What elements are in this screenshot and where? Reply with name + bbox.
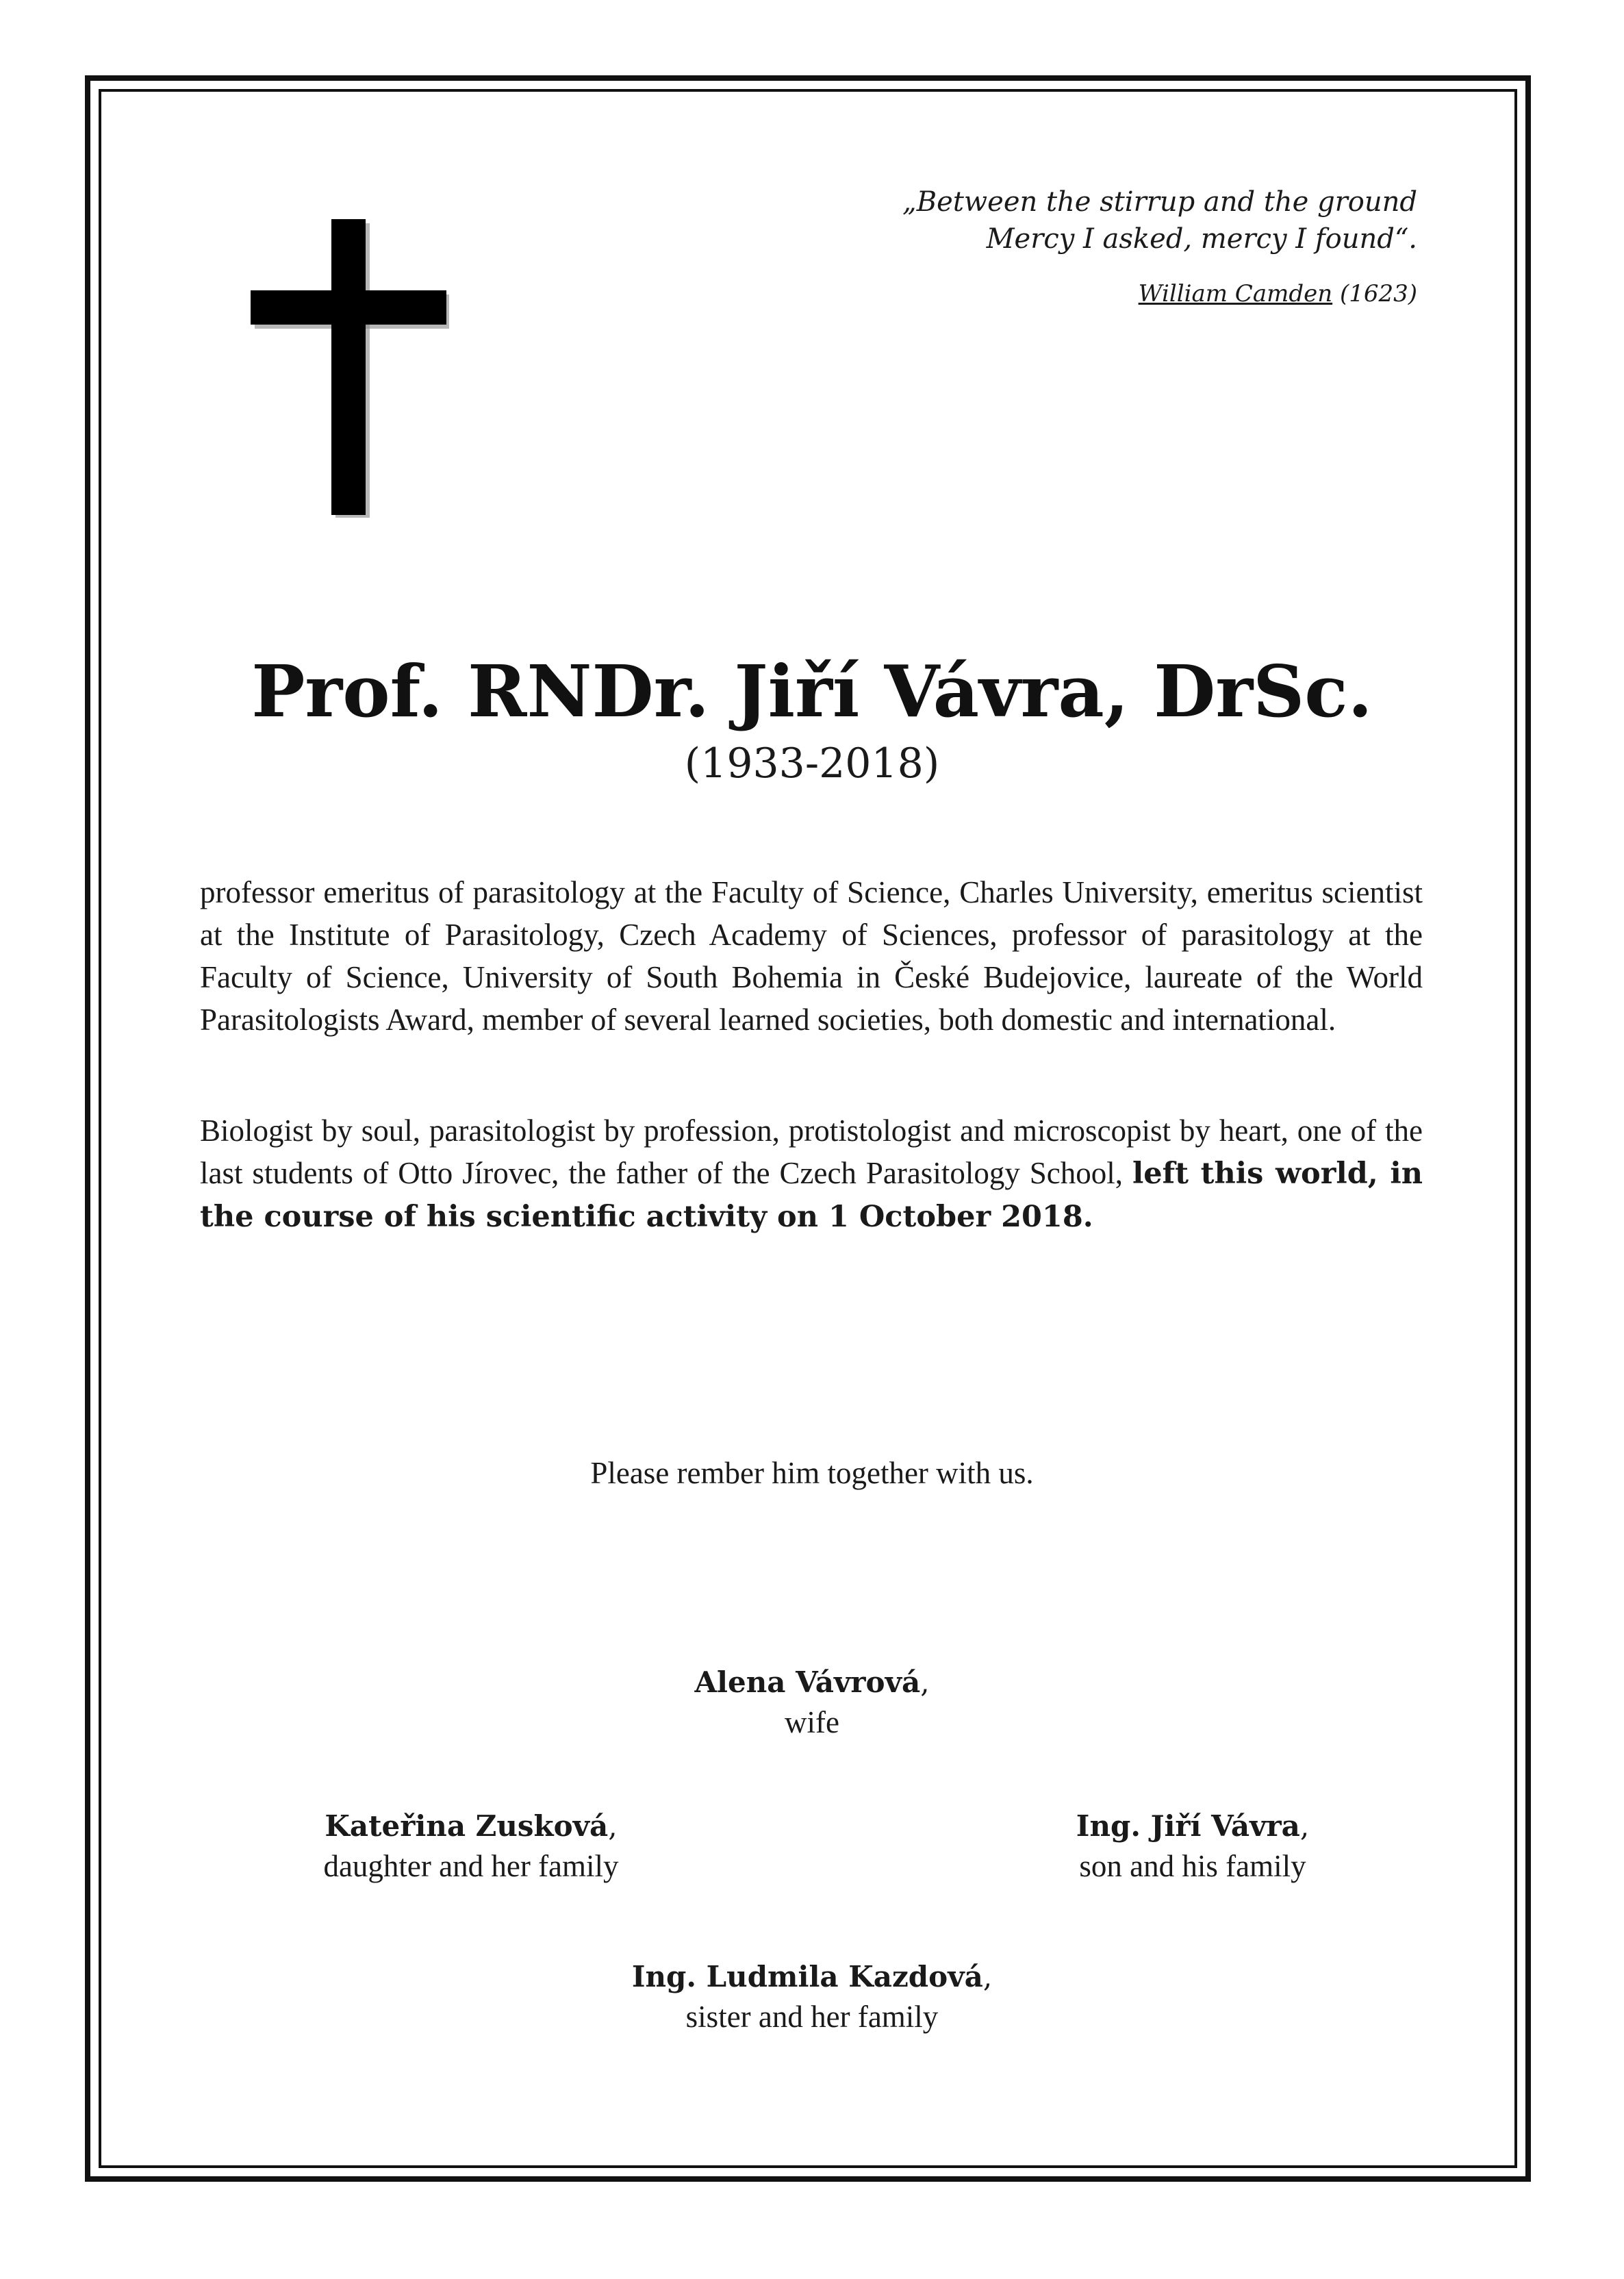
signer-name: Ing. Jiří Vávra	[1076, 1809, 1300, 1843]
cross-icon	[251, 216, 449, 518]
quote-line-1: „Between the stirrup and the ground	[902, 186, 1417, 218]
quote-line-2: Mercy I asked, mercy I found“.	[986, 223, 1417, 255]
signer-relation: son and his family	[1079, 1849, 1306, 1883]
remember-line: Please rember him together with us.	[590, 1456, 1034, 1490]
signer-name: Ing. Ludmila Kazdová	[631, 1960, 983, 1993]
signer-name: Kateřina Zusková	[325, 1809, 609, 1843]
quote-year: (1623)	[1339, 280, 1417, 307]
signer-daughter: Kateřina Zusková, daughter and her family	[211, 1806, 731, 1886]
signer-name: Alena Vávrová	[694, 1665, 921, 1699]
tribute-text: Biologist by soul, parasitologist by profession, protistologist and microscopist by heart, one of the last students of Otto Jírovec, the father of the Czech Parasitology School,	[200, 1113, 1423, 1190]
signer-relation: sister and her family	[685, 2000, 939, 2034]
signer-relation: daughter and her family	[323, 1849, 619, 1883]
biography-paragraph: professor emeritus of parasitology at the Faculty of Science, Charles University, emeritus scientist at the Institute of Parasitology, Czech Academy of Sciences, professor of parasitology at the Faculty of Science, University of South Bohemia in České Budejovice, laureate of the World Parasitologists Award, member of several learned societies, both domestic and international.	[200, 875, 1423, 1037]
epigraph-quote	[664, 184, 1417, 312]
quote-source	[664, 275, 1417, 312]
signer-wife: Alena Vávrová, wife	[552, 1663, 1072, 1742]
deceased-name-title: Prof. RNDr. Jiří Vávra, DrSc.	[251, 649, 1373, 733]
signer-son: Ing. Jiří Vávra, son and his family	[932, 1806, 1453, 1886]
signer-sister: Ing. Ludmila Kazdová, sister and her family	[552, 1957, 1072, 2037]
tribute-bold-text: left this world, in the course of his scientific activity on 1 October 2018.	[200, 1157, 1423, 1234]
signer-relation: wife	[785, 1705, 839, 1739]
quote-author: William Camden	[1138, 280, 1333, 307]
tribute-paragraph	[200, 1109, 1423, 1238]
life-years: (1933-2018)	[684, 740, 940, 788]
